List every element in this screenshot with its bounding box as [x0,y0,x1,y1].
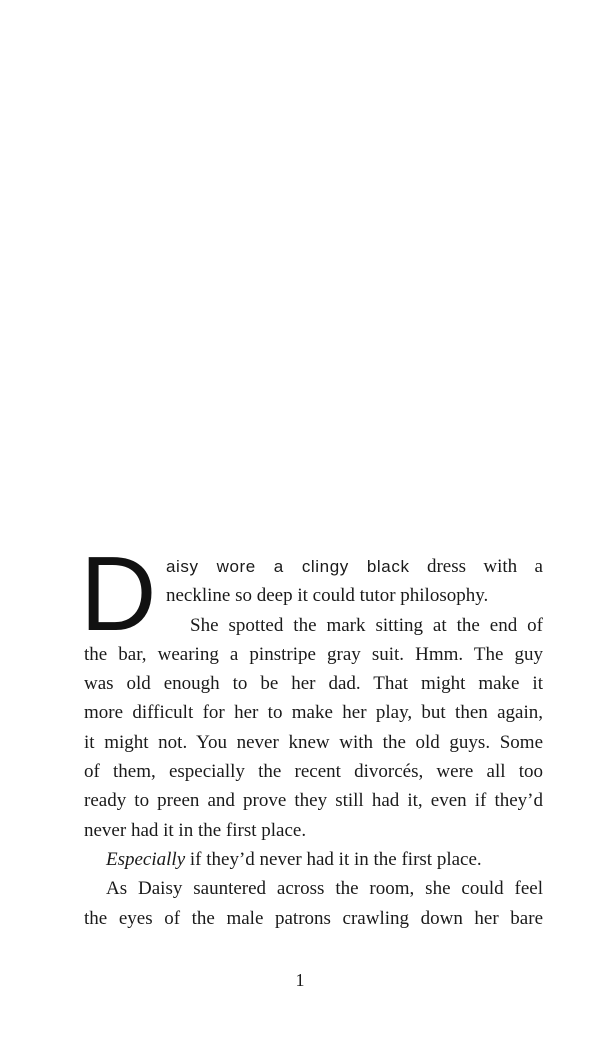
text-line: it might not. You never knew with the old guys. Some [84,731,543,753]
text-line: the bar, wearing a pinstripe gray suit. Hmm. The guy [84,643,543,665]
text-line: the eyes of the male patrons crawling down her bare [84,907,543,929]
text-line: She spotted the mark sitting at the end of [190,614,543,636]
text-line: neckline so deep it could tutor philosophy. [166,585,489,607]
page-number: 1 [295,970,305,990]
emphasis-text: Especially [106,848,186,870]
text-line: was old enough to be her dad. That might make it [84,673,543,695]
text-line: never had it in the first place. [84,819,307,841]
text-line: ready to preen and prove they still had it, even if they’d [84,790,543,812]
text-line: more difficult for her to make her play, but then again, [84,702,543,724]
drop-cap: D [80,535,157,653]
paragraph [84,845,543,874]
paragraph [84,874,543,933]
text-line: aisy wore a clingy black dress with a [166,556,543,577]
text-line: of them, especially the recent divorcés, were all too [84,761,543,783]
text-line: Especially if they’d never had it in the first place. [106,848,482,870]
chapter-text [80,535,543,933]
text-line: As Daisy sauntered across the room, she could feel [106,878,543,900]
lead-in-text: aisy wore a clingy black [166,557,410,576]
